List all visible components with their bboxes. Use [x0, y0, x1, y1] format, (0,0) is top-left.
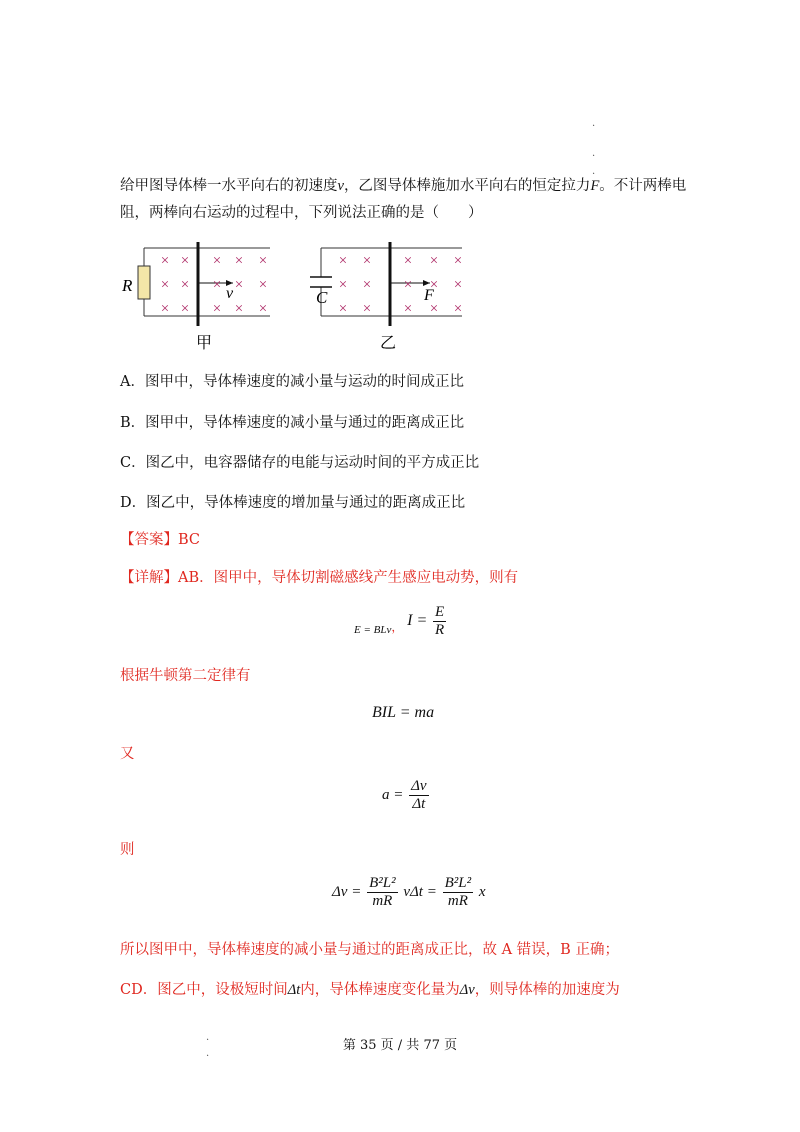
field-x-mark: ×: [453, 253, 463, 269]
field-x-mark: ×: [362, 301, 372, 317]
field-x-mark: ×: [453, 301, 463, 317]
field-x-mark: ×: [403, 253, 413, 269]
field-x-mark: ×: [258, 301, 268, 317]
field-x-mark: ×: [234, 301, 244, 317]
field-x-mark: ×: [453, 277, 463, 293]
field-x-mark: ×: [258, 253, 268, 269]
conclusion-line: 所以图甲中，导体棒速度的减小量与通过的距离成正比，故 A 错误，B 正确；: [120, 942, 619, 958]
option-b: B．图甲中，导体棒速度的减小量与通过的距离成正比: [120, 415, 465, 431]
field-x-mark: ×: [180, 253, 190, 269]
field-x-mark: ×: [212, 277, 222, 293]
label-R: R: [122, 276, 133, 295]
field-x-mark: ×: [403, 277, 413, 293]
option-a: A．图甲中，导体棒速度的减小量与运动的时间成正比: [120, 374, 464, 390]
field-x-mark: ×: [338, 253, 348, 269]
field-x-mark: ×: [362, 253, 372, 269]
field-x-mark: ×: [212, 301, 222, 317]
label-v: v: [226, 285, 234, 302]
answer-label: 【答案】: [120, 532, 178, 548]
caption-left: 甲: [196, 333, 213, 352]
field-x-mark: ×: [338, 277, 348, 293]
field-x-mark: ×: [429, 253, 439, 269]
cd-line: CD．图乙中，设极短时间Δt内，导体棒速度变化量为Δv，则导体棒的加速度为: [120, 982, 620, 998]
ze-line: 则: [120, 842, 135, 858]
field-x-mark: ×: [429, 277, 439, 293]
field-x-mark: ×: [362, 277, 372, 293]
field-x-mark: ×: [234, 277, 244, 293]
detail-label: 【详解】: [120, 570, 178, 586]
label-F: F: [424, 287, 434, 304]
margin-dot: .: [592, 166, 596, 177]
margin-dot: .: [206, 1048, 210, 1059]
field-x-mark: ×: [160, 253, 170, 269]
figure-right: [310, 242, 462, 352]
margin-dot: .: [592, 148, 596, 159]
option-d: D．图乙中，导体棒速度的增加量与通过的距离成正比: [120, 495, 466, 511]
field-x-mark: ×: [180, 277, 190, 293]
you-line: 又: [120, 746, 135, 762]
answer-line: [120, 530, 200, 550]
page-footer: 第 35 页 / 共 77 页: [342, 1038, 458, 1053]
answer-value: BC: [178, 532, 201, 548]
circuit-figure: [118, 236, 468, 356]
question-line-2: 阻，两棒向右运动的过程中，下列说法正确的是（ ）: [120, 205, 483, 221]
equation-emf-current: $_{E = BLv,}$ I = $\frac{E}{R}$: [354, 604, 445, 638]
field-x-mark: ×: [180, 301, 190, 317]
question-line-1: 给甲图导体棒一水平向右的初速度v，乙图导体棒施加水平向右的恒定拉力F。不计两棒电: [120, 178, 687, 194]
equation-acceleration: a = $\frac{\Delta v}{\Delta t}$: [382, 778, 427, 812]
resistor-symbol: [138, 266, 150, 299]
field-x-mark: ×: [160, 277, 170, 293]
option-c: C．图乙中，电容器储存的电能与运动时间的平方成正比: [120, 455, 480, 471]
field-x-mark: ×: [338, 301, 348, 317]
figure-left: [121, 242, 270, 352]
field-x-mark: ×: [258, 277, 268, 293]
margin-dot: .: [592, 118, 596, 129]
caption-right: 乙: [380, 333, 397, 352]
magnetic-field-marks: [339, 253, 462, 317]
field-x-mark: ×: [403, 301, 413, 317]
field-x-mark: ×: [429, 301, 439, 317]
magnetic-field-marks: [161, 253, 267, 317]
field-x-mark: ×: [212, 253, 222, 269]
field-x-mark: ×: [234, 253, 244, 269]
equation-newton: BIL = ma: [372, 704, 435, 721]
field-x-mark: ×: [160, 301, 170, 317]
margin-dot: .: [206, 1032, 210, 1043]
equation-velocity-change: Δv = $\frac{\text{B²L²}}{mR}$ vΔt = $\frac{\text{B²L²}}{mR}$ x: [332, 875, 486, 909]
label-C: C: [316, 288, 328, 307]
newton-line: 根据牛顿第二定律有: [120, 668, 251, 684]
detail-intro: 【详解】AB．图甲中，导体切割磁感线产生感应电动势，则有: [120, 570, 519, 586]
